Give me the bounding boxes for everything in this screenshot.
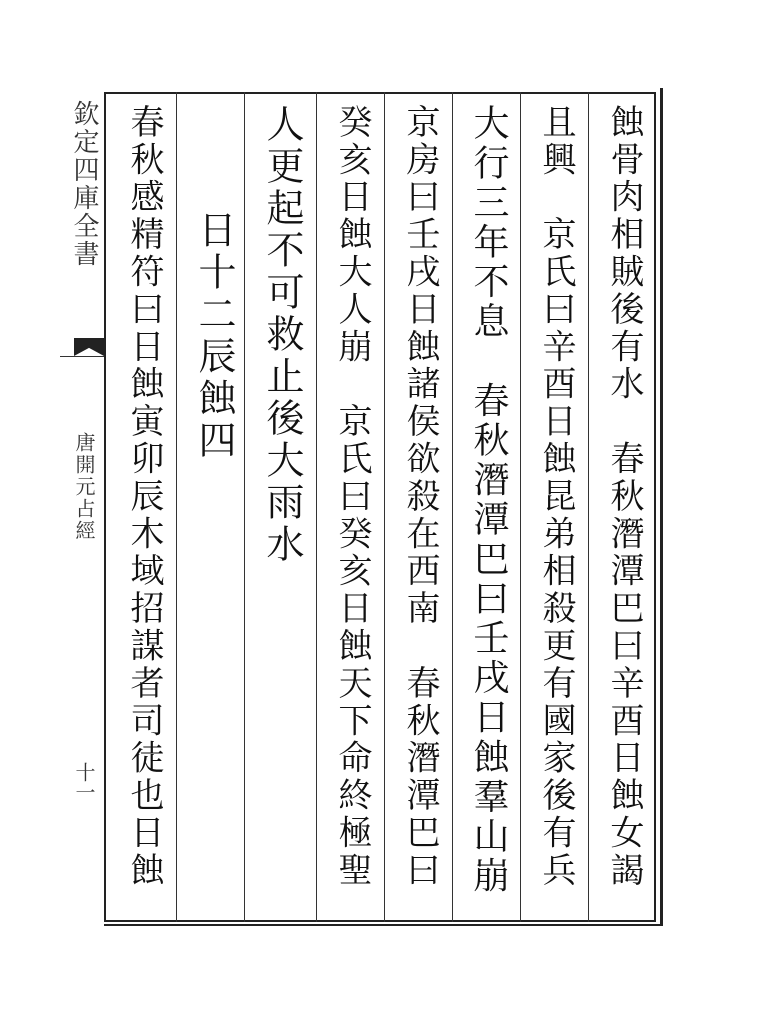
frame-bottom-rule (104, 924, 660, 926)
column-rule (384, 92, 385, 922)
text-column-1: 蝕骨肉相賊後有水 春秋潛潭巴曰辛酉日蝕女謁 (604, 104, 644, 890)
frame-outer-rule (660, 88, 663, 926)
text-column-3: 大行三年不息 春秋潛潭巴曰壬戌日蝕羣山崩 (468, 104, 509, 896)
column-rule (316, 92, 317, 922)
text-column-2: 且興 京氏曰辛酉日蝕昆弟相殺更有國家後有兵 (536, 104, 576, 890)
text-column-5: 癸亥日蝕大人崩 京氏曰癸亥日蝕天下命終極聖 (332, 104, 372, 890)
text-column-7: 日十二辰蝕四 (192, 210, 236, 462)
column-rule (452, 92, 453, 922)
text-column-6: 人更起不可救止後大雨水 (260, 104, 304, 566)
text-column-4: 京房曰壬戌日蝕諸侯欲殺在西南 春秋潛潭巴曰 (400, 104, 440, 890)
folio-number: 十一 (72, 762, 96, 802)
column-rule (520, 92, 521, 922)
column-rule (588, 92, 589, 922)
section-title: 唐開元占經 (72, 432, 96, 542)
column-rule (176, 92, 177, 922)
book-title: 欽定四庫全書 (69, 100, 99, 268)
text-column-8: 春秋感精符曰日蝕寅卯辰木域招謀者司徒也日蝕 (124, 104, 164, 890)
column-rule (244, 92, 245, 922)
fishtail-rule (60, 356, 104, 367)
